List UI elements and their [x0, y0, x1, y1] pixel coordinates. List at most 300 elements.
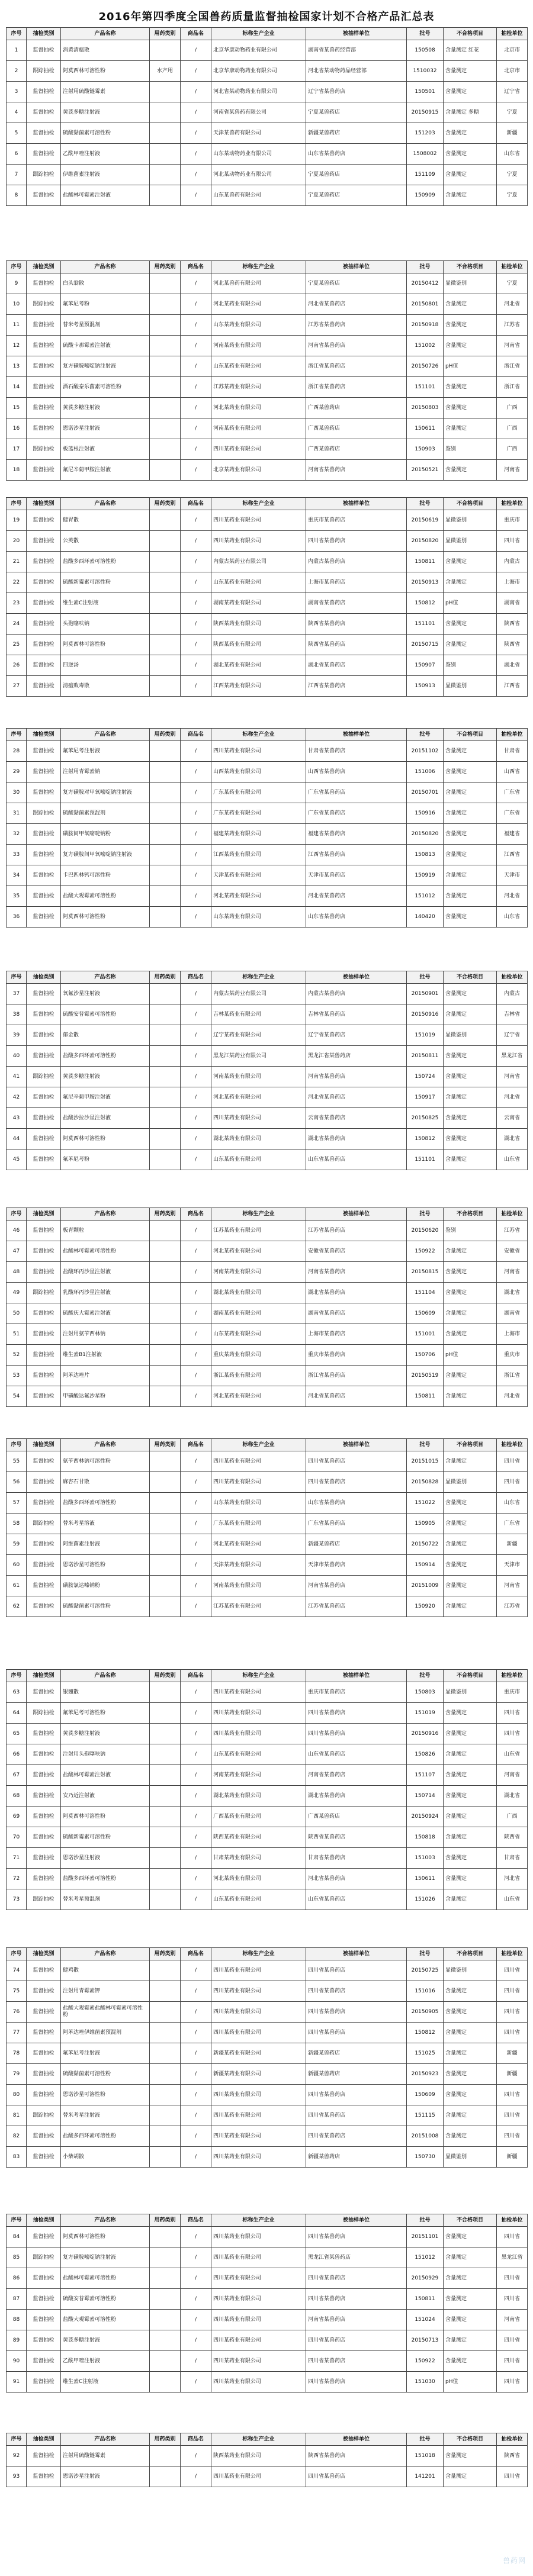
- cell-failed-item: 含量测定: [444, 1555, 497, 1576]
- cell-manufacturer: 河北某药业有限公司: [211, 294, 306, 315]
- cell-failed-item: 含量测定: [444, 572, 497, 593]
- column-header-manufacturer: 标称生产企业: [211, 261, 306, 273]
- column-header-category: 抽检类别: [27, 261, 61, 273]
- cell-failed-item: 含量测定: [444, 762, 497, 783]
- cell-brand: /: [181, 40, 211, 61]
- table-row: [7, 783, 528, 803]
- cell-batch: 20150905: [407, 2002, 444, 2023]
- column-header-brand: 商品名: [181, 28, 211, 40]
- cell-serial: 92: [7, 2446, 27, 2466]
- cell-brand: /: [181, 1786, 211, 1807]
- cell-sampling-unit: 陕西省: [497, 1827, 528, 1848]
- cell-usage: [150, 2147, 181, 2168]
- cell-serial: 71: [7, 1848, 27, 1869]
- cell-sampled-unit: 四川省某兽药店: [306, 1703, 407, 1724]
- column-header-product: 产品名称: [61, 729, 150, 741]
- cell-serial: 13: [7, 356, 27, 377]
- column-header-sampling-unit: 抽检单位: [497, 1670, 528, 1682]
- cell-batch: 20150915: [407, 102, 444, 123]
- cell-category: 跟踪抽检: [27, 61, 61, 82]
- column-header-sampling-unit: 抽检单位: [497, 1208, 528, 1221]
- cell-product: 银翘散: [61, 1682, 150, 1703]
- cell-product: 氟尼辛葡甲胺注射液: [61, 1087, 150, 1108]
- cell-serial: 93: [7, 2466, 27, 2487]
- cell-sampled-unit: 广西某兽药店: [306, 398, 407, 418]
- cell-batch: 20150828: [407, 1472, 444, 1493]
- cell-manufacturer: 广东某药业有限公司: [211, 1514, 306, 1534]
- cell-category: 跟踪抽检: [27, 1703, 61, 1724]
- cell-failed-item: 含量测定: [444, 552, 497, 572]
- cell-brand: /: [181, 593, 211, 614]
- cell-sampling-unit: 四川省: [497, 1724, 528, 1744]
- column-header-product: 产品名称: [61, 498, 150, 510]
- cell-sampled-unit: 四川省某兽药店: [306, 1960, 407, 1981]
- cell-serial: 80: [7, 2085, 27, 2105]
- cell-product: 盐酸环丙沙星注射液: [61, 1262, 150, 1283]
- cell-batch: 150903: [407, 439, 444, 460]
- cell-manufacturer: 河南某药业有限公司: [211, 1576, 306, 1596]
- cell-manufacturer: 浙江某药业有限公司: [211, 1366, 306, 1386]
- cell-sampling-unit: 北京市: [497, 61, 528, 82]
- column-header-serial: 序号: [7, 261, 27, 273]
- cell-usage: [150, 2247, 181, 2268]
- cell-category: 监督抽检: [27, 1004, 61, 1025]
- cell-manufacturer: 陕西某药业有限公司: [211, 2446, 306, 2466]
- cell-sampled-unit: 河南省某兽药店: [306, 336, 407, 356]
- cell-brand: /: [181, 82, 211, 102]
- table-row: [7, 984, 528, 1004]
- cell-serial: 1: [7, 40, 27, 61]
- cell-usage: [150, 1108, 181, 1129]
- cell-category: 监督抽检: [27, 845, 61, 865]
- cell-serial: 38: [7, 1004, 27, 1025]
- result-table: [6, 2433, 528, 2487]
- cell-product: 维生素C注射液: [61, 593, 150, 614]
- cell-product: 安乃近注射液: [61, 1786, 150, 1807]
- cell-batch: 151003: [407, 1848, 444, 1869]
- cell-failed-item: 显微鉴别: [444, 1472, 497, 1493]
- cell-failed-item: 含量测定: [444, 824, 497, 845]
- column-header-category: 抽检类别: [27, 729, 61, 741]
- cell-sampled-unit: 陕西省某兽药店: [306, 635, 407, 655]
- cell-sampling-unit: 陕西省: [497, 614, 528, 635]
- cell-sampling-unit: 北京市: [497, 40, 528, 61]
- cell-category: 跟踪抽检: [27, 1514, 61, 1534]
- cell-sampled-unit: 四川省某兽药店: [306, 531, 407, 552]
- cell-sampled-unit: 河北省某兽药店: [306, 1087, 407, 1108]
- column-header-serial: 序号: [7, 1208, 27, 1221]
- cell-product: 恩诺沙星注射液: [61, 418, 150, 439]
- cell-sampling-unit: 广西: [497, 1807, 528, 1827]
- cell-serial: 24: [7, 614, 27, 635]
- cell-product: 盐酸林可霉素注射液: [61, 185, 150, 206]
- cell-usage: [150, 2330, 181, 2351]
- cell-product: 黄芪多糖注射液: [61, 2330, 150, 2351]
- cell-manufacturer: 河北某药业有限公司: [211, 886, 306, 907]
- cell-sampling-unit: 河北省: [497, 1087, 528, 1108]
- cell-product: 注射用硫酸链霉素: [61, 2446, 150, 2466]
- cell-manufacturer: 四川某药业有限公司: [211, 2147, 306, 2168]
- cell-failed-item: 含量测定: [444, 2289, 497, 2310]
- cell-manufacturer: 江苏某药业有限公司: [211, 1596, 306, 1617]
- cell-sampled-unit: 新疆某兽药店: [306, 123, 407, 144]
- cell-sampling-unit: 重庆市: [497, 510, 528, 531]
- cell-usage: [150, 1555, 181, 1576]
- cell-manufacturer: 山东某药业有限公司: [211, 1324, 306, 1345]
- cell-usage: [150, 102, 181, 123]
- table-row: [7, 185, 528, 206]
- cell-usage: [150, 1087, 181, 1108]
- table-row: [7, 61, 528, 82]
- cell-usage: [150, 2043, 181, 2064]
- cell-manufacturer: 河北某药业有限公司: [211, 398, 306, 418]
- cell-batch: 20150715: [407, 635, 444, 655]
- cell-usage: [150, 762, 181, 783]
- cell-serial: 18: [7, 460, 27, 481]
- cell-product: 甲磺酸达氟沙星粉: [61, 1386, 150, 1407]
- column-header-failed-item: 不合格项目: [444, 1670, 497, 1682]
- cell-serial: 21: [7, 552, 27, 572]
- cell-serial: 58: [7, 1514, 27, 1534]
- cell-category: 监督抽检: [27, 2351, 61, 2372]
- cell-failed-item: 含量测定: [444, 144, 497, 165]
- table-row: [7, 2372, 528, 2393]
- cell-brand: /: [181, 2126, 211, 2147]
- cell-sampling-unit: 广东省: [497, 783, 528, 803]
- cell-failed-item: 含量测定: [444, 1149, 497, 1170]
- column-header-failed-item: 不合格项目: [444, 1948, 497, 1960]
- cell-product: 复方磺胺间甲氧嘧啶钠注射液: [61, 845, 150, 865]
- cell-sampled-unit: 河南省某兽药店: [306, 1067, 407, 1087]
- cell-manufacturer: 广东某药业有限公司: [211, 803, 306, 824]
- cell-category: 监督抽检: [27, 907, 61, 928]
- cell-batch: 151019: [407, 1025, 444, 1046]
- cell-sampled-unit: 新疆某兽药店: [306, 2147, 407, 2168]
- cell-sampling-unit: 河南省: [497, 1576, 528, 1596]
- cell-failed-item: 含量测定: [444, 2085, 497, 2105]
- cell-sampling-unit: 河南省: [497, 1067, 528, 1087]
- cell-serial: 34: [7, 865, 27, 886]
- cell-sampling-unit: 河南省: [497, 2310, 528, 2330]
- table-row: [7, 676, 528, 697]
- result-table: [6, 1947, 528, 2168]
- cell-serial: 81: [7, 2105, 27, 2126]
- cell-sampling-unit: 四川省: [497, 1960, 528, 1981]
- cell-sampling-unit: 四川省: [497, 1703, 528, 1724]
- cell-batch: 150609: [407, 1303, 444, 1324]
- cell-serial: 88: [7, 2310, 27, 2330]
- cell-sampled-unit: 河南省某兽药店: [306, 1576, 407, 1596]
- column-header-sampled-unit: 被抽样单位: [306, 1439, 407, 1451]
- cell-product: 硫酸黏菌素可溶性粉: [61, 2064, 150, 2085]
- cell-manufacturer: 河北某药业有限公司: [211, 1869, 306, 1889]
- cell-failed-item: 含量测定: [444, 1451, 497, 1472]
- cell-sampled-unit: 四川省某兽药店: [306, 1724, 407, 1744]
- column-header-usage: 用药类别: [150, 1948, 181, 1960]
- column-header-category: 抽检类别: [27, 971, 61, 984]
- cell-manufacturer: 陕西某药业有限公司: [211, 635, 306, 655]
- cell-sampling-unit: 辽宁省: [497, 1025, 528, 1046]
- cell-manufacturer: 河南某药业有限公司: [211, 1262, 306, 1283]
- column-header-sampling-unit: 抽检单位: [497, 1948, 528, 1960]
- cell-sampled-unit: 四川省某兽药店: [306, 2023, 407, 2043]
- cell-category: 跟踪抽检: [27, 165, 61, 185]
- cell-manufacturer: 四川某药业有限公司: [211, 1960, 306, 1981]
- cell-product: 阿维菌素注射液: [61, 1534, 150, 1555]
- cell-sampling-unit: 河北省: [497, 1386, 528, 1407]
- column-header-product: 产品名称: [61, 1208, 150, 1221]
- table-row: [7, 510, 528, 531]
- cell-brand: /: [181, 803, 211, 824]
- table-row: [7, 1303, 528, 1324]
- cell-serial: 75: [7, 1981, 27, 2002]
- cell-brand: /: [181, 165, 211, 185]
- column-header-usage: 用药类别: [150, 1439, 181, 1451]
- cell-manufacturer: 四川某药业有限公司: [211, 1108, 306, 1129]
- cell-manufacturer: 河北某药业有限公司: [211, 1087, 306, 1108]
- cell-category: 监督抽检: [27, 1366, 61, 1386]
- cell-usage: [150, 531, 181, 552]
- cell-product: 氟苯尼考注射液: [61, 2043, 150, 2064]
- cell-usage: [150, 82, 181, 102]
- result-table: [6, 728, 528, 928]
- cell-manufacturer: 湖北某药业有限公司: [211, 1283, 306, 1303]
- cell-brand: /: [181, 185, 211, 206]
- cell-sampled-unit: 内蒙古某兽药店: [306, 552, 407, 572]
- cell-batch: 150907: [407, 655, 444, 676]
- cell-sampled-unit: 重庆市某兽药店: [306, 510, 407, 531]
- cell-usage: [150, 1067, 181, 1087]
- cell-category: 跟踪抽检: [27, 1283, 61, 1303]
- cell-usage: [150, 460, 181, 481]
- cell-category: 监督抽检: [27, 1807, 61, 1827]
- cell-sampling-unit: 四川省: [497, 2002, 528, 2023]
- cell-batch: 141201: [407, 2466, 444, 2487]
- cell-batch: 150909: [407, 185, 444, 206]
- cell-usage: [150, 1765, 181, 1786]
- cell-brand: /: [181, 845, 211, 865]
- column-header-category: 抽检类别: [27, 1208, 61, 1221]
- table-row: [7, 1703, 528, 1724]
- cell-serial: 47: [7, 1241, 27, 1262]
- cell-brand: /: [181, 2085, 211, 2105]
- cell-sampled-unit: 河北省某兽药店: [306, 1386, 407, 1407]
- cell-brand: /: [181, 123, 211, 144]
- cell-category: 监督抽检: [27, 2268, 61, 2289]
- cell-sampling-unit: 宁夏: [497, 185, 528, 206]
- column-header-sampled-unit: 被抽样单位: [306, 971, 407, 984]
- cell-manufacturer: 湖北某药业有限公司: [211, 1786, 306, 1807]
- cell-category: 跟踪抽检: [27, 2247, 61, 2268]
- cell-brand: /: [181, 2351, 211, 2372]
- cell-manufacturer: 四川某药业有限公司: [211, 1451, 306, 1472]
- cell-manufacturer: 四川某药业有限公司: [211, 1472, 306, 1493]
- cell-sampling-unit: 四川省: [497, 1451, 528, 1472]
- table-row: [7, 1534, 528, 1555]
- cell-manufacturer: 四川某药业有限公司: [211, 510, 306, 531]
- cell-sampling-unit: 甘肃省: [497, 741, 528, 762]
- column-header-serial: 序号: [7, 498, 27, 510]
- cell-sampling-unit: 黑龙江省: [497, 1046, 528, 1067]
- cell-sampled-unit: 广东省某兽药店: [306, 783, 407, 803]
- cell-failed-item: 显微鉴别: [444, 1025, 497, 1046]
- cell-product: 黄芪多糖注射液: [61, 102, 150, 123]
- cell-product: 板蓝根注射液: [61, 439, 150, 460]
- cell-brand: /: [181, 1087, 211, 1108]
- cell-manufacturer: 湖北某药业有限公司: [211, 655, 306, 676]
- table-row: [7, 1108, 528, 1129]
- table-row: [7, 273, 528, 294]
- cell-usage: [150, 593, 181, 614]
- cell-usage: [150, 614, 181, 635]
- column-header-batch: 批号: [407, 1948, 444, 1960]
- column-header-usage: 用药类别: [150, 971, 181, 984]
- cell-product: 盐酸多西环素可溶性粉: [61, 1493, 150, 1514]
- cell-usage: [150, 1807, 181, 1827]
- cell-serial: 39: [7, 1025, 27, 1046]
- column-header-manufacturer: 标称生产企业: [211, 729, 306, 741]
- cell-product: 阿莫西林可溶性粉: [61, 61, 150, 82]
- cell-sampling-unit: 湖北省: [497, 1283, 528, 1303]
- cell-serial: 86: [7, 2268, 27, 2289]
- cell-product: 维生素B1注射液: [61, 1345, 150, 1366]
- cell-sampled-unit: 四川省某兽药店: [306, 2466, 407, 2487]
- cell-batch: 151024: [407, 2310, 444, 2330]
- cell-product: 氟苯尼考粉: [61, 1149, 150, 1170]
- cell-serial: 52: [7, 1345, 27, 1366]
- cell-failed-item: 含量测定: [444, 398, 497, 418]
- column-header-sampled-unit: 被抽样单位: [306, 28, 407, 40]
- cell-serial: 67: [7, 1765, 27, 1786]
- cell-category: 监督抽检: [27, 824, 61, 845]
- table-row: [7, 1493, 528, 1514]
- cell-serial: 50: [7, 1303, 27, 1324]
- cell-batch: 150714: [407, 1786, 444, 1807]
- cell-manufacturer: 四川某药业有限公司: [211, 2105, 306, 2126]
- cell-usage: [150, 2126, 181, 2147]
- cell-serial: 43: [7, 1108, 27, 1129]
- cell-failed-item: 含量测定: [444, 377, 497, 398]
- cell-manufacturer: 重庆某药业有限公司: [211, 1345, 306, 1366]
- cell-serial: 83: [7, 2147, 27, 2168]
- cell-sampling-unit: 湖北省: [497, 1129, 528, 1149]
- column-header-failed-item: 不合格项目: [444, 729, 497, 741]
- cell-sampled-unit: 辽宁省某兽药店: [306, 1025, 407, 1046]
- table-row: [7, 2330, 528, 2351]
- cell-brand: /: [181, 1025, 211, 1046]
- cell-sampled-unit: 广东省某兽药店: [306, 803, 407, 824]
- cell-serial: 25: [7, 635, 27, 655]
- cell-category: 监督抽检: [27, 1724, 61, 1744]
- cell-sampled-unit: 新疆某兽药店: [306, 1534, 407, 1555]
- cell-sampled-unit: 重庆市某兽药店: [306, 1345, 407, 1366]
- cell-category: 跟踪抽检: [27, 439, 61, 460]
- cell-batch: 20150620: [407, 1221, 444, 1241]
- column-header-serial: 序号: [7, 1439, 27, 1451]
- cell-category: 监督抽检: [27, 1345, 61, 1366]
- column-header-sampling-unit: 抽检单位: [497, 498, 528, 510]
- cell-usage: [150, 356, 181, 377]
- cell-batch: 20150918: [407, 315, 444, 336]
- table-header-row: [7, 1439, 528, 1451]
- cell-serial: 76: [7, 2002, 27, 2023]
- cell-usage: [150, 1386, 181, 1407]
- cell-serial: 57: [7, 1493, 27, 1514]
- cell-usage: [150, 655, 181, 676]
- cell-product: 硫酸黏菌素预混剂: [61, 803, 150, 824]
- cell-batch: 1508002: [407, 144, 444, 165]
- table-row: [7, 1129, 528, 1149]
- table-row: [7, 762, 528, 783]
- cell-usage: [150, 676, 181, 697]
- cell-sampled-unit: 江西省某兽药店: [306, 845, 407, 865]
- cell-sampled-unit: 广西某兽药店: [306, 418, 407, 439]
- cell-sampling-unit: 新疆: [497, 2043, 528, 2064]
- cell-brand: /: [181, 1283, 211, 1303]
- cell-product: 黄芪多糖注射液: [61, 1067, 150, 1087]
- cell-failed-item: 含量测定: [444, 1807, 497, 1827]
- column-header-serial: 序号: [7, 2433, 27, 2446]
- column-header-batch: 批号: [407, 1670, 444, 1682]
- cell-manufacturer: 甘肃某药业有限公司: [211, 1848, 306, 1869]
- cell-sampled-unit: 山东省某兽药店: [306, 1744, 407, 1765]
- cell-failed-item: 含量测定: [444, 1534, 497, 1555]
- cell-sampling-unit: 江苏省: [497, 1596, 528, 1617]
- cell-product: 盐酸沙拉沙星注射液: [61, 1108, 150, 1129]
- cell-brand: /: [181, 2466, 211, 2487]
- table-row: [7, 1262, 528, 1283]
- cell-brand: /: [181, 2446, 211, 2466]
- cell-brand: /: [181, 1744, 211, 1765]
- cell-sampled-unit: 四川省某兽药店: [306, 2126, 407, 2147]
- cell-category: 监督抽检: [27, 102, 61, 123]
- cell-failed-item: 含量测定: [444, 1724, 497, 1744]
- cell-manufacturer: 河北某兽药有限公司: [211, 273, 306, 294]
- cell-manufacturer: 河北某药业有限公司: [211, 1241, 306, 1262]
- cell-serial: 42: [7, 1087, 27, 1108]
- cell-manufacturer: 四川某药业有限公司: [211, 2085, 306, 2105]
- column-header-brand: 商品名: [181, 1670, 211, 1682]
- cell-serial: 59: [7, 1534, 27, 1555]
- cell-sampling-unit: 天津市: [497, 1555, 528, 1576]
- column-header-product: 产品名称: [61, 261, 150, 273]
- column-header-brand: 商品名: [181, 971, 211, 984]
- cell-batch: 150812: [407, 2023, 444, 2043]
- cell-manufacturer: 江西某药业有限公司: [211, 676, 306, 697]
- cell-serial: 12: [7, 336, 27, 356]
- cell-sampling-unit: 新疆: [497, 2147, 528, 2168]
- cell-usage: [150, 2446, 181, 2466]
- cell-usage: [150, 1889, 181, 1910]
- cell-failed-item: pH值: [444, 1345, 497, 1366]
- cell-batch: 151006: [407, 762, 444, 783]
- cell-failed-item: 含量测定: [444, 2043, 497, 2064]
- cell-batch: 150917: [407, 1087, 444, 1108]
- cell-product: 乙酰甲喹注射液: [61, 144, 150, 165]
- cell-sampled-unit: 重庆市某兽药店: [306, 1682, 407, 1703]
- column-header-failed-item: 不合格项目: [444, 261, 497, 273]
- cell-manufacturer: 天津某药业有限公司: [211, 865, 306, 886]
- cell-batch: 151107: [407, 1765, 444, 1786]
- cell-sampling-unit: 安徽省: [497, 1241, 528, 1262]
- cell-usage: [150, 803, 181, 824]
- cell-brand: /: [181, 824, 211, 845]
- cell-manufacturer: 内蒙古某药业有限公司: [211, 984, 306, 1004]
- cell-serial: 22: [7, 572, 27, 593]
- cell-sampling-unit: 四川省: [497, 2023, 528, 2043]
- cell-serial: 62: [7, 1596, 27, 1617]
- cell-brand: /: [181, 1046, 211, 1067]
